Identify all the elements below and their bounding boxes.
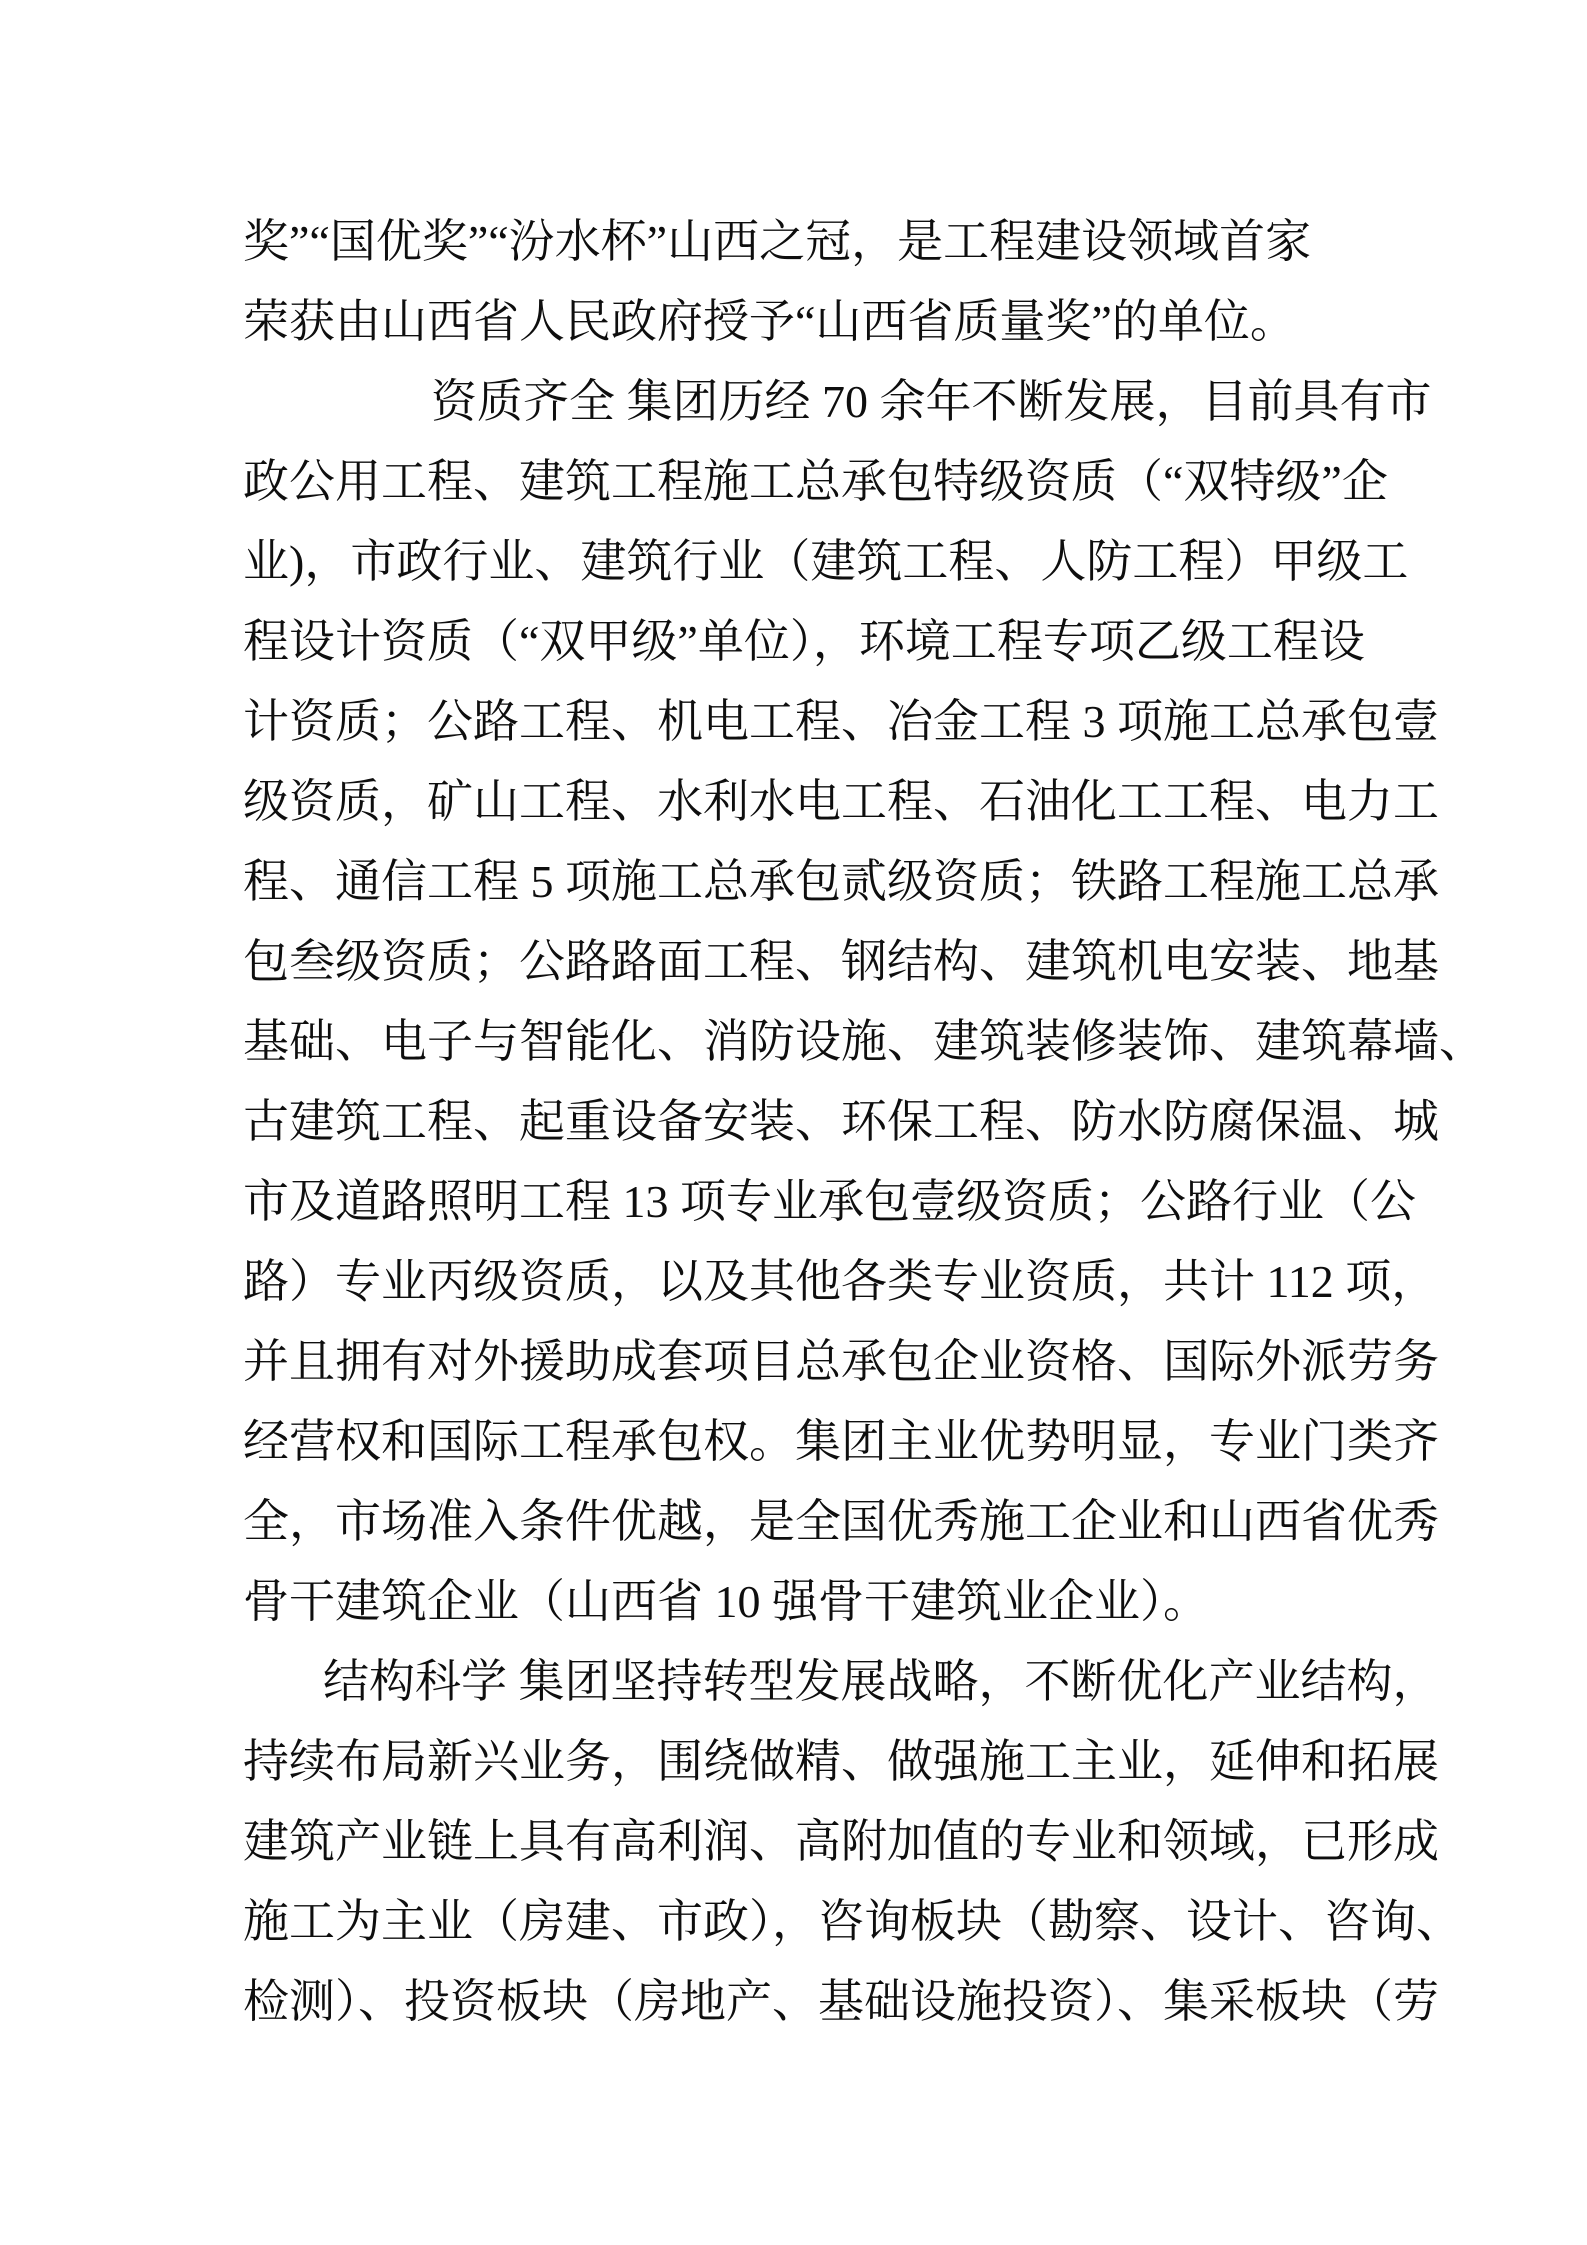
text-line: 包叁级资质；公路路面工程、钢结构、建筑机电安装、地基: [243, 936, 1439, 987]
text-line: 古建筑工程、起重设备安装、环保工程、防水防腐保温、城: [243, 1096, 1439, 1147]
text-line: 奖”“国优奖”“汾水杯”山西之冠，是工程建设领域首家: [243, 216, 1312, 267]
text-line: 程设计资质（“双甲级”单位），环境工程专项乙级工程设: [243, 616, 1365, 667]
text-line: 基础、电子与智能化、消防设施、建筑装修装饰、建筑幕墙、: [243, 1016, 1485, 1067]
text-line: 施工为主业（房建、市政），咨询板块（勘察、设计、咨询、: [243, 1896, 1462, 1947]
text-line: 程、通信工程 5 项施工总承包贰级资质；铁路工程施工总承: [243, 856, 1439, 907]
text-line: 持续布局新兴业务，围绕做精、做强施工主业，延伸和拓展: [243, 1736, 1439, 1787]
text-line: 经营权和国际工程承包权。集团主业优势明显，专业门类齐: [243, 1416, 1439, 1467]
text-line: 并且拥有对外援助成套项目总承包企业资格、国际外派劳务: [243, 1336, 1439, 1387]
text-line: 骨干建筑企业（山西省 10 强骨干建筑业企业）。: [243, 1576, 1209, 1627]
text-block: [243, 202, 1533, 2042]
text-line paragraph-start: 资质齐全 集团历经 70 余年不断发展，目前具有市: [431, 376, 1432, 427]
text-line: 检测）、投资板块（房地产、基础设施投资）、集采板块（劳: [243, 1976, 1439, 2027]
text-line: 政公用工程、建筑工程施工总承包特级资质（“双特级”企: [243, 456, 1388, 507]
text-line: 全，市场准入条件优越，是全国优秀施工企业和山西省优秀: [243, 1496, 1439, 1547]
text-line: 计资质；公路工程、机电工程、冶金工程 3 项施工总承包壹: [243, 696, 1439, 747]
text-line: 业)，市政行业、建筑行业（建筑工程、人防工程）甲级工: [243, 536, 1409, 587]
text-line paragraph-start: 结构科学 集团坚持转型发展战略，不断优化产业结构，: [323, 1656, 1439, 1707]
text-line: 路）专业丙级资质，以及其他各类专业资质，共计 112 项，: [243, 1256, 1438, 1307]
text-line: 建筑产业链上具有高利润、高附加值的专业和领域，已形成: [243, 1816, 1439, 1867]
text-line: 市及道路照明工程 13 项专业承包壹级资质；公路行业（公: [243, 1176, 1416, 1227]
text-line: 级资质，矿山工程、水利水电工程、石油化工工程、电力工: [243, 776, 1439, 827]
text-line: 荣获由山西省人民政府授予“山西省质量奖”的单位。: [243, 296, 1296, 347]
